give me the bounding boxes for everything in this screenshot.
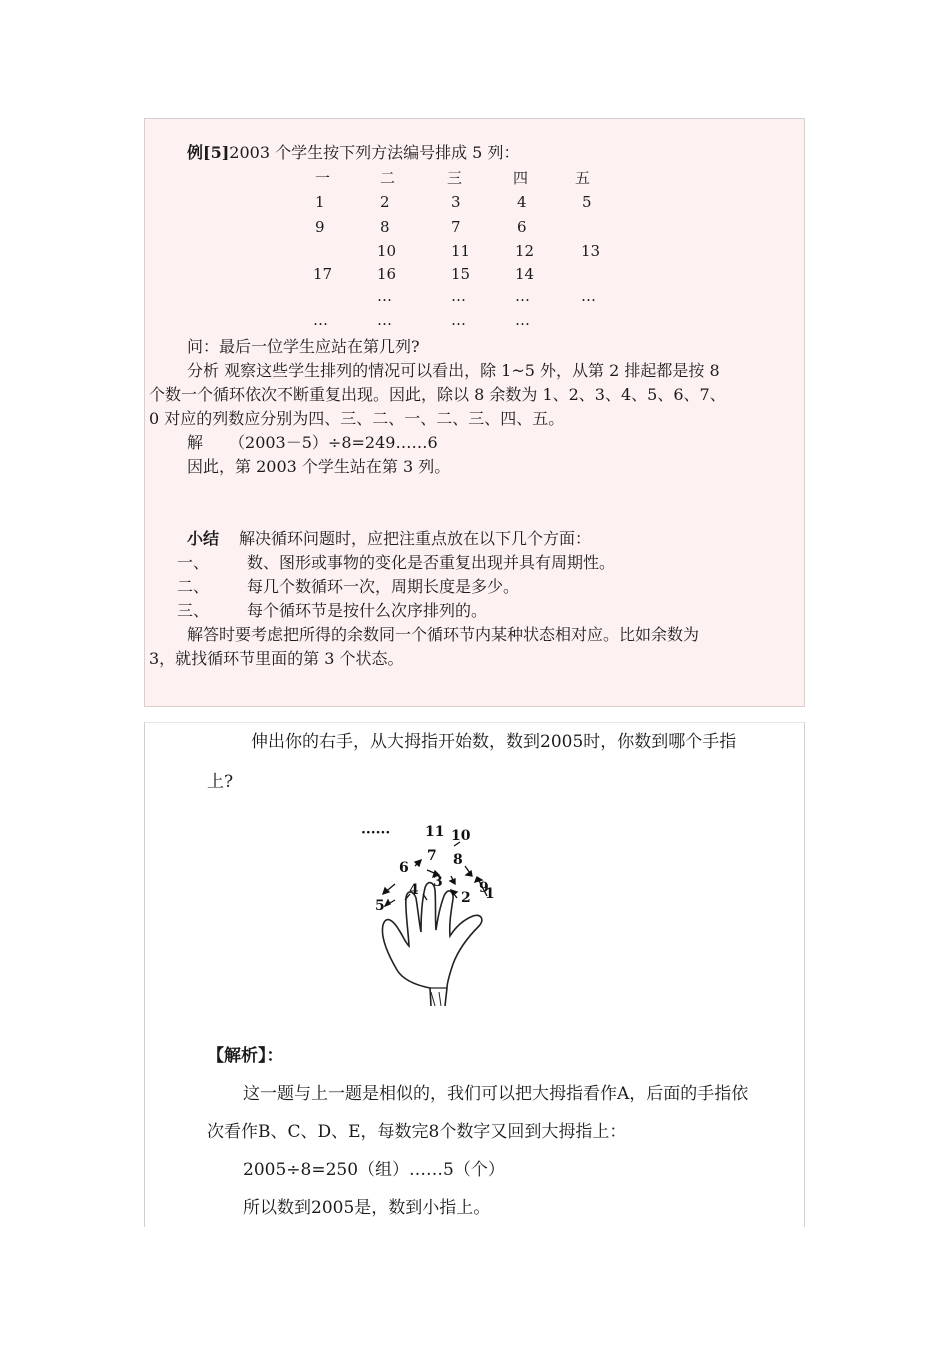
table-cell: 15 xyxy=(451,265,471,283)
figure-label: ······ xyxy=(361,825,391,841)
solution-equation: （2003－5）÷8=249……6 xyxy=(229,433,438,452)
figure-label: 5 xyxy=(375,898,385,914)
list-number: 二、 xyxy=(177,577,210,596)
table-cell: 11 xyxy=(451,242,471,260)
problem-question-line: 上? xyxy=(207,772,234,792)
analysis-line: 0 对应的列数应分别为四、三、二、一、二、三、四、五。 xyxy=(149,409,565,428)
table-cell: … xyxy=(313,311,328,329)
tip-line: 3，就找循环节里面的第 3 个状态。 xyxy=(149,649,404,668)
list-item xyxy=(177,601,487,621)
table-cell: 14 xyxy=(515,265,535,283)
table-cell: 12 xyxy=(515,242,535,260)
table-cell: 6 xyxy=(517,218,527,236)
figure-label: 11 xyxy=(425,824,445,840)
tip-line: 解答时要考虑把所得的余数同一个循环节内某种状态相对应。比如余数为 xyxy=(187,625,700,644)
figure-label: 1 xyxy=(485,886,495,902)
problem-analysis-line: 这一题与上一题是相似的，我们可以把大拇指看作A，后面的手指依 xyxy=(243,1084,749,1104)
col-header: 三 xyxy=(447,169,463,187)
example-panel xyxy=(144,118,805,707)
table-cell: 9 xyxy=(315,218,325,236)
question-text: 问：最后一位学生应站在第几列? xyxy=(187,337,420,356)
conclusion-text: 因此，第 2003 个学生站在第 3 列。 xyxy=(187,457,451,476)
list-text: 每几个数循环一次，周期长度是多少。 xyxy=(247,577,520,596)
figure-label: 9 xyxy=(479,880,489,896)
example-intro: 2003 个学生按下列方法编号排成 5 列： xyxy=(229,143,520,162)
example-intro-line xyxy=(187,143,519,163)
table-cell: … xyxy=(377,311,392,329)
table-cell: 3 xyxy=(451,193,461,211)
table-cell: … xyxy=(451,311,466,329)
table-cell: 16 xyxy=(377,265,397,283)
summary-intro: 解决循环问题时，应把注重点放在以下几个方面： xyxy=(239,529,592,548)
example-label: 例[5] xyxy=(187,143,230,162)
table-cell: 4 xyxy=(517,193,527,211)
list-item xyxy=(177,577,519,597)
table-cell: … xyxy=(581,287,596,305)
analysis-line: 个数一个循环依次不断重复出现。因此，除以 8 余数为 1、2、3、4、5、6、7、 xyxy=(149,385,726,404)
table-cell: … xyxy=(377,287,392,305)
table-cell: … xyxy=(515,311,530,329)
figure-label: 2 xyxy=(461,890,471,906)
figure-label: 3 xyxy=(433,874,443,890)
problem-question-line: 伸出你的右手，从大拇指开始数，数到2005时，你数到哪个手指 xyxy=(251,732,737,752)
solution-label: 解 xyxy=(187,433,204,452)
col-header: 四 xyxy=(513,169,529,187)
list-item xyxy=(177,553,615,573)
problem-equation: 2005÷8=250（组）……5（个） xyxy=(243,1160,505,1180)
figure-label: 4 xyxy=(409,882,419,898)
figure-label: 8 xyxy=(453,852,463,868)
problem-panel xyxy=(144,722,805,1227)
problem-analysis-line: 次看作B、C、D、E，每数完8个数字又回到大拇指上： xyxy=(207,1122,627,1142)
list-number: 三、 xyxy=(177,601,210,620)
table-cell: 2 xyxy=(380,193,390,211)
summary-line xyxy=(187,529,591,549)
analysis-heading: 【解析】： xyxy=(207,1046,284,1066)
list-text: 数、图形或事物的变化是否重复出现并具有周期性。 xyxy=(247,553,616,572)
list-text: 每个循环节是按什么次序排列的。 xyxy=(247,601,488,620)
list-number: 一、 xyxy=(177,553,210,572)
table-cell: 5 xyxy=(582,193,592,211)
table-cell: … xyxy=(515,287,530,305)
col-header: 五 xyxy=(575,169,591,187)
table-cell: … xyxy=(451,287,466,305)
table-cell: 17 xyxy=(313,265,333,283)
col-header: 二 xyxy=(380,169,396,187)
figure-label: 7 xyxy=(427,848,437,864)
hand-counting-figure xyxy=(355,820,505,1010)
table-cell: 10 xyxy=(377,242,397,260)
figure-label: 6 xyxy=(399,860,409,876)
table-cell: 13 xyxy=(581,242,601,260)
table-cell: 1 xyxy=(315,193,325,211)
col-header: 一 xyxy=(315,169,331,187)
table-cell: 8 xyxy=(380,218,390,236)
figure-label: 10 xyxy=(451,828,471,844)
solution-line xyxy=(187,433,438,453)
analysis-line: 分析 观察这些学生排列的情况可以看出，除 1~5 外，从第 2 排起都是按 8 xyxy=(187,361,720,380)
table-cell: 7 xyxy=(451,218,461,236)
problem-answer: 所以数到2005是，数到小指上。 xyxy=(243,1198,491,1218)
summary-label: 小结 xyxy=(187,529,220,548)
